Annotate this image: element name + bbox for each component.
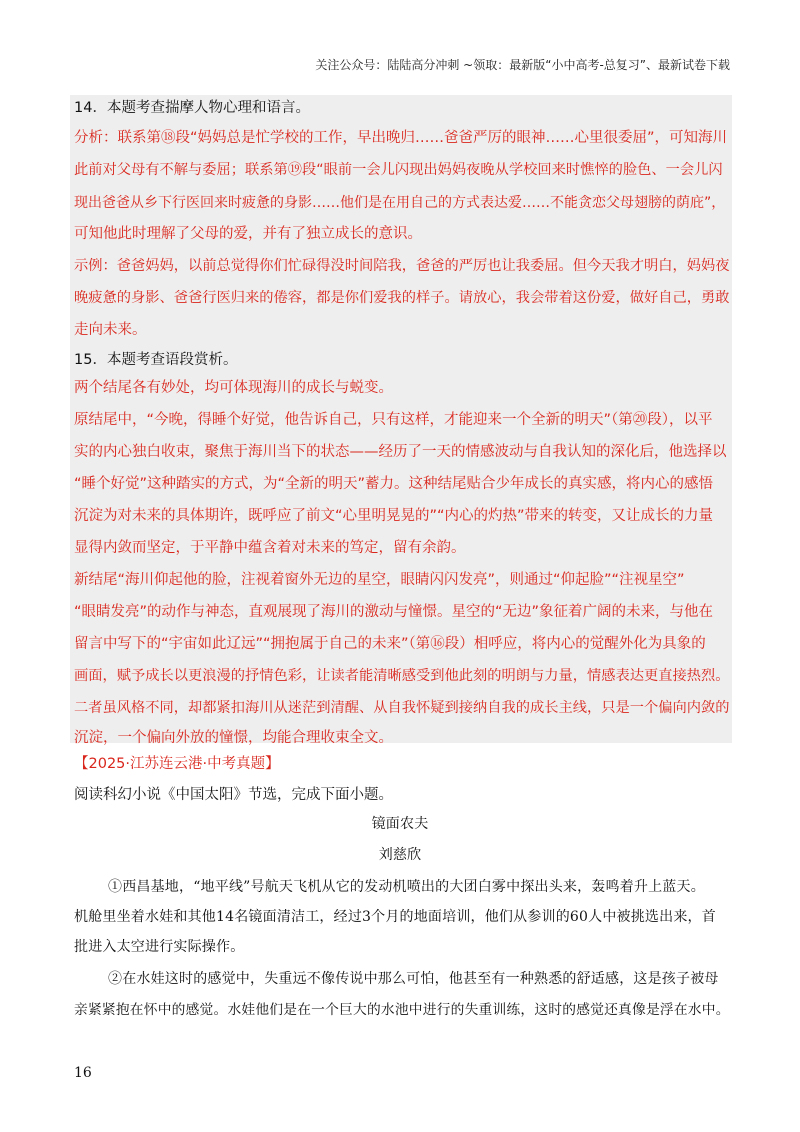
answer-line: 实的内心独白收束，聚焦于海川当下的状态——经历了一天的情感波动与自我认知的深化后，他选择以	[74, 444, 727, 460]
answer-line: 走向未来。	[74, 322, 147, 338]
story-title: 镜面农夫	[371, 816, 429, 832]
story-line: 亲紧紧抱在怀中的感觉。水娃他们是在一个巨大的水池中进行的失重训练，这时的感觉还真像是浮在水中。	[74, 1002, 730, 1018]
answer-line: 晚疲惫的身影、爸爸行医归来的倦容，都是你们爱我的样子。请放心，我会带着这份爱，做好自己，勇敢	[74, 290, 730, 306]
answer-line: 两个结尾各有妙处，均可体现海川的成长与蜕变。	[74, 380, 393, 396]
answer-line: 显得内敛而坚定，于平静中蕴含着对未来的笃定，留有余韵。	[74, 540, 466, 556]
story-line: 机舱里坐着水娃和其他14名镜面清洁工，经过3个月的地面培训，他们从参训的60人中被挑选出来，首	[74, 909, 716, 925]
source-tag: 【2025·江苏连云港·中考真题】	[74, 756, 280, 772]
page-number: 16	[74, 1065, 92, 1081]
answer-line: 沉淀，一个偏向外放的憧憬，均能合理收束全文。	[74, 730, 393, 746]
story-author: 刘慈欣	[378, 847, 422, 863]
answer-line: 14．本题考查揣摩人物心理和语言。	[74, 100, 310, 116]
story-line: ①西昌基地，“地平线”号航天飞机从它的发动机喷出的大团白雾中探出头来，轰鸣着升上蓝天。	[108, 879, 705, 895]
reading-instruction: 阅读科幻小说《中国太阳》节选，完成下面小题。	[74, 787, 393, 803]
story-line: 批进入太空进行实际操作。	[74, 939, 245, 955]
answer-line: 可知他此时理解了父母的爱，并有了独立成长的意识。	[74, 226, 422, 242]
answer-line: “睡个好觉”这种踏实的方式，为“全新的明天”蓄力。这种结尾贴合少年成长的真实感，将内心的感悟	[74, 476, 714, 492]
answer-line: 新结尾“海川仰起他的脸，注视着窗外无边的星空，眼睛闪闪发亮”，则通过“仰起脸”“注视星空”	[74, 572, 685, 588]
answer-line: 此前对父母有不解与委屈；联系第⑲段“眼前一会儿闪现出妈妈夜晚从学校回来时憔悴的脸色、一会儿闪	[74, 162, 723, 178]
answer-line: 分析：联系第⑱段“妈妈总是忙学校的工作，早出晚归……爸爸严厉的眼神……心里很委屈”，可知海川	[74, 130, 728, 146]
answer-line: 留言中写下的“宇宙如此辽远”“拥抱属于自己的未来”（第⑯段）相呼应，将内心的觉醒外化为具象的	[74, 636, 706, 652]
answer-line: 15．本题考查语段赏析。	[74, 352, 238, 368]
answer-line: 二者虽风格不同，却都紧扣海川从迷茫到清醒、从自我怀疑到接纳自我的成长主线，只是一个偏向内敛的	[74, 700, 730, 716]
answer-line: “眼睛发亮”的动作与神态，直观展现了海川的激动与憧憬。星空的“无边”象征着广阔的未来，与他在	[74, 604, 714, 620]
answer-line: 原结尾中，“今晚，得睡个好觉，他告诉自己，只有这样，才能迎来一个全新的明天”（第⑳段），以平	[74, 412, 713, 428]
answer-line: 现出爸爸从乡下行医回来时疲惫的身影……他们是在用自己的方式表达爱……不能贪恋父母翅膀的荫庇”，	[74, 195, 726, 211]
answer-line: 沉淀为对未来的具体期许，既呼应了前文“心里明晃晃的”“内心的灼热”带来的转变，又让成长的力量	[74, 508, 714, 524]
story-line: ②在水娃这时的感觉中，失重远不像传说中那么可怕，他甚至有一种熟悉的舒适感，这是孩子被母	[108, 971, 719, 987]
page-header: 关注公众号：陆陆高分冲刺 ~领取：最新版“小中高考-总复习”、最新试卷下载	[315, 58, 730, 72]
answer-line: 画面，赋予成长以更浪漫的抒情色彩，让读者能清晰感受到他此刻的明朗与力量，情感表达更直接热烈。	[74, 668, 730, 684]
answer-line: 示例：爸爸妈妈，以前总觉得你们忙碌得没时间陪我，爸爸的严厉也让我委屈。但今天我才明白，妈妈夜	[74, 258, 730, 274]
